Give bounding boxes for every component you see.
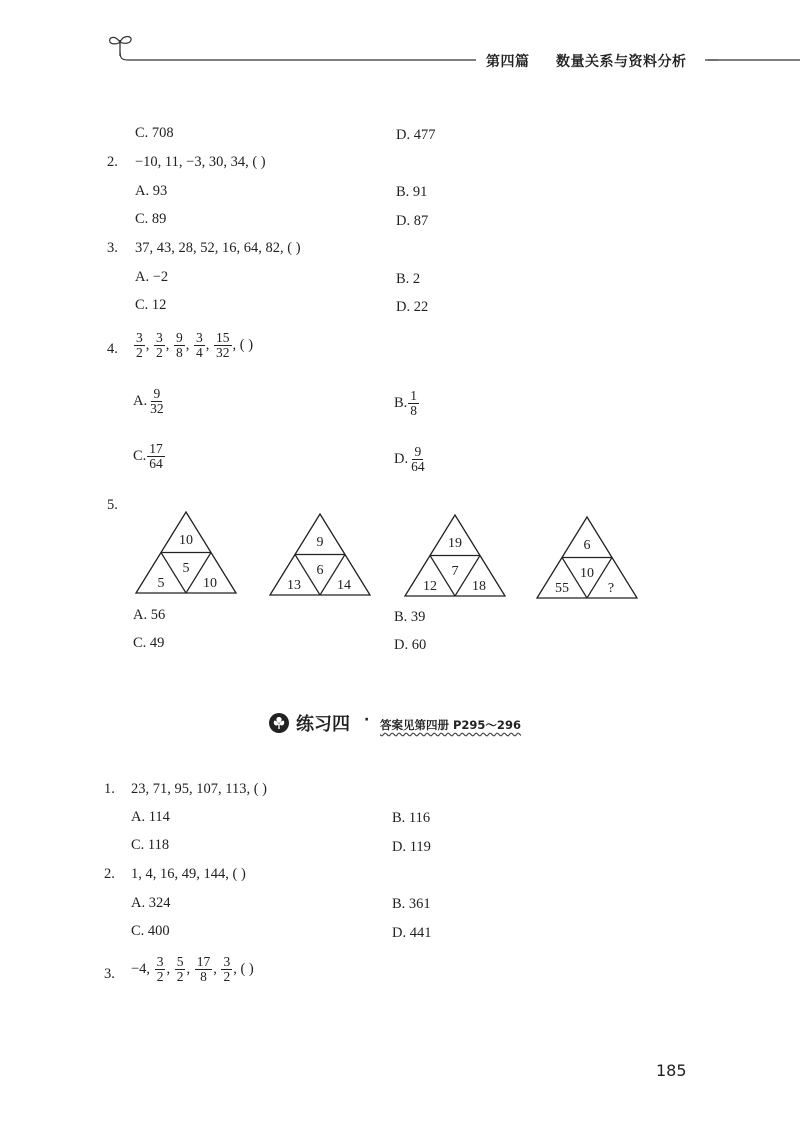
q4-option-d — [394, 445, 428, 474]
q5-option-d: D. 60 — [394, 637, 427, 653]
q4-option-b-label: B. — [394, 395, 408, 411]
q2-option-a: A. 93 — [135, 183, 168, 199]
page-number: 185 — [656, 1061, 687, 1080]
e1-option-a: A. 114 — [131, 809, 170, 825]
e1-option-d: D. 119 — [392, 839, 431, 855]
t1-left: 5 — [157, 576, 165, 591]
q4-b-den: 8 — [410, 403, 418, 419]
e2-option-d: D. 441 — [392, 925, 432, 941]
q5-triangle-3 — [403, 513, 507, 598]
q4-f4-num: 3 — [196, 330, 203, 345]
q4-option-c — [133, 442, 166, 471]
t2-right: 14 — [337, 578, 351, 593]
e3-f3-num: 17 — [196, 954, 211, 969]
q4-f5-den: 32 — [216, 345, 230, 361]
q4-f3-den: 8 — [176, 345, 183, 361]
t4-top: 6 — [583, 538, 591, 553]
e2-number: 2. — [104, 866, 115, 882]
q4-number: 4. — [107, 341, 118, 357]
e3-f4-num: 3 — [223, 954, 231, 969]
q4-f2-den: 2 — [156, 345, 163, 361]
e1-option-c: C. 118 — [131, 837, 170, 853]
q4-f3-num: 9 — [176, 330, 183, 345]
q2-sequence: −10, 11, −3, 30, 34, ( ) — [135, 154, 266, 170]
t2-left: 13 — [287, 578, 301, 593]
t3-right: 18 — [472, 579, 486, 594]
e2-sequence: 1, 4, 16, 49, 144, ( ) — [131, 866, 246, 882]
q4-blank: ( ) — [239, 337, 254, 353]
q4-c-den: 64 — [149, 456, 163, 472]
q4-option-b — [394, 389, 420, 418]
q4-c-num: 17 — [149, 441, 163, 456]
e2-option-c: C. 400 — [131, 923, 170, 939]
e3-f1-den: 2 — [156, 969, 164, 985]
q3-number: 3. — [107, 240, 118, 256]
e3-f2-den: 2 — [176, 969, 184, 985]
t2-mid: 6 — [316, 563, 324, 578]
q5-option-a: A. 56 — [133, 607, 166, 623]
q3-option-c: C. 12 — [135, 297, 167, 313]
q1-option-c: C. 708 — [135, 125, 174, 141]
t4-right: ? — [607, 581, 615, 596]
t3-mid: 7 — [451, 564, 459, 579]
header-title: 数量关系与资料分析 — [556, 54, 687, 70]
t3-top: 19 — [448, 536, 462, 551]
q2-number: 2. — [107, 154, 118, 170]
q3-option-a: A. −2 — [135, 269, 169, 285]
e2-option-b: B. 361 — [392, 896, 431, 912]
t3-left: 12 — [423, 579, 437, 594]
e1-option-b: B. 116 — [392, 810, 431, 826]
q3-option-d: D. 22 — [396, 299, 429, 315]
q4-a-den: 32 — [150, 401, 164, 417]
q4-b-num: 1 — [410, 388, 418, 403]
q4-sequence: $\frac{3}{2}$ , $\frac{3}{2}$ , $\frac{9}{8}$ , $\frac{3}{4}$ , $\frac{15}{32}$ , ( ) — [136, 330, 254, 361]
header-rule-right — [705, 52, 800, 64]
e3-sequence: −4, $\frac{3}{2}$ , $\frac{5}{2}$ , $\frac{17}{8}$ , $\frac{3}{2}$ , ( ) — [131, 954, 254, 985]
q5-triangle-4 — [535, 515, 639, 600]
q2-option-d: D. 87 — [396, 213, 429, 229]
section-title: 练习四 — [296, 714, 350, 735]
e2-option-a: A. 324 — [131, 895, 171, 911]
e3-number: 3. — [104, 966, 115, 982]
q4-d-num: 9 — [414, 444, 422, 459]
q4-option-a — [133, 387, 167, 416]
section-dot: · — [364, 712, 370, 728]
q2-option-b: B. 91 — [396, 184, 428, 200]
e3-f1-num: 3 — [156, 954, 164, 969]
e1-sequence: 23, 71, 95, 107, 113, ( ) — [131, 781, 267, 797]
q4-f1-num: 3 — [136, 330, 143, 345]
e3-f2-num: 5 — [176, 954, 184, 969]
e3-f3-den: 8 — [200, 969, 207, 985]
header-part: 第四篇 — [486, 54, 530, 70]
e3-f4-den: 2 — [223, 969, 231, 985]
q4-option-c-label: C. — [133, 448, 147, 464]
q5-option-c: C. 49 — [133, 635, 165, 651]
t2-top: 9 — [316, 535, 324, 550]
q4-option-a-label: A. — [133, 393, 148, 409]
q4-option-d-label: D. — [394, 451, 409, 467]
q5-option-b: B. 39 — [394, 609, 426, 625]
e3-blank: ( ) — [240, 961, 254, 977]
flower-icon — [268, 712, 290, 734]
q3-sequence: 37, 43, 28, 52, 16, 64, 82, ( ) — [135, 240, 301, 256]
q4-f1-den: 2 — [136, 345, 143, 361]
e1-number: 1. — [104, 781, 115, 797]
q5-triangle-1 — [134, 510, 238, 595]
t1-mid: 5 — [182, 561, 190, 576]
e3-lead: −4, — [131, 961, 151, 977]
q4-f5-num: 15 — [216, 330, 230, 345]
q5-triangle-2 — [268, 512, 372, 597]
q4-f4-den: 4 — [196, 345, 203, 361]
q1-option-d: D. 477 — [396, 127, 436, 143]
t1-top: 10 — [179, 533, 193, 548]
t4-mid: 10 — [580, 566, 594, 581]
section-note: 答案见第四册 P295～296 — [380, 718, 521, 732]
t4-left: 55 — [555, 581, 569, 596]
q4-f2-num: 3 — [156, 330, 163, 345]
t1-right: 10 — [203, 576, 217, 591]
q5-number: 5. — [107, 497, 118, 513]
q3-option-b: B. 2 — [396, 271, 421, 287]
q4-d-den: 64 — [411, 459, 425, 475]
q2-option-c: C. 89 — [135, 211, 167, 227]
q4-a-num: 9 — [153, 386, 161, 401]
